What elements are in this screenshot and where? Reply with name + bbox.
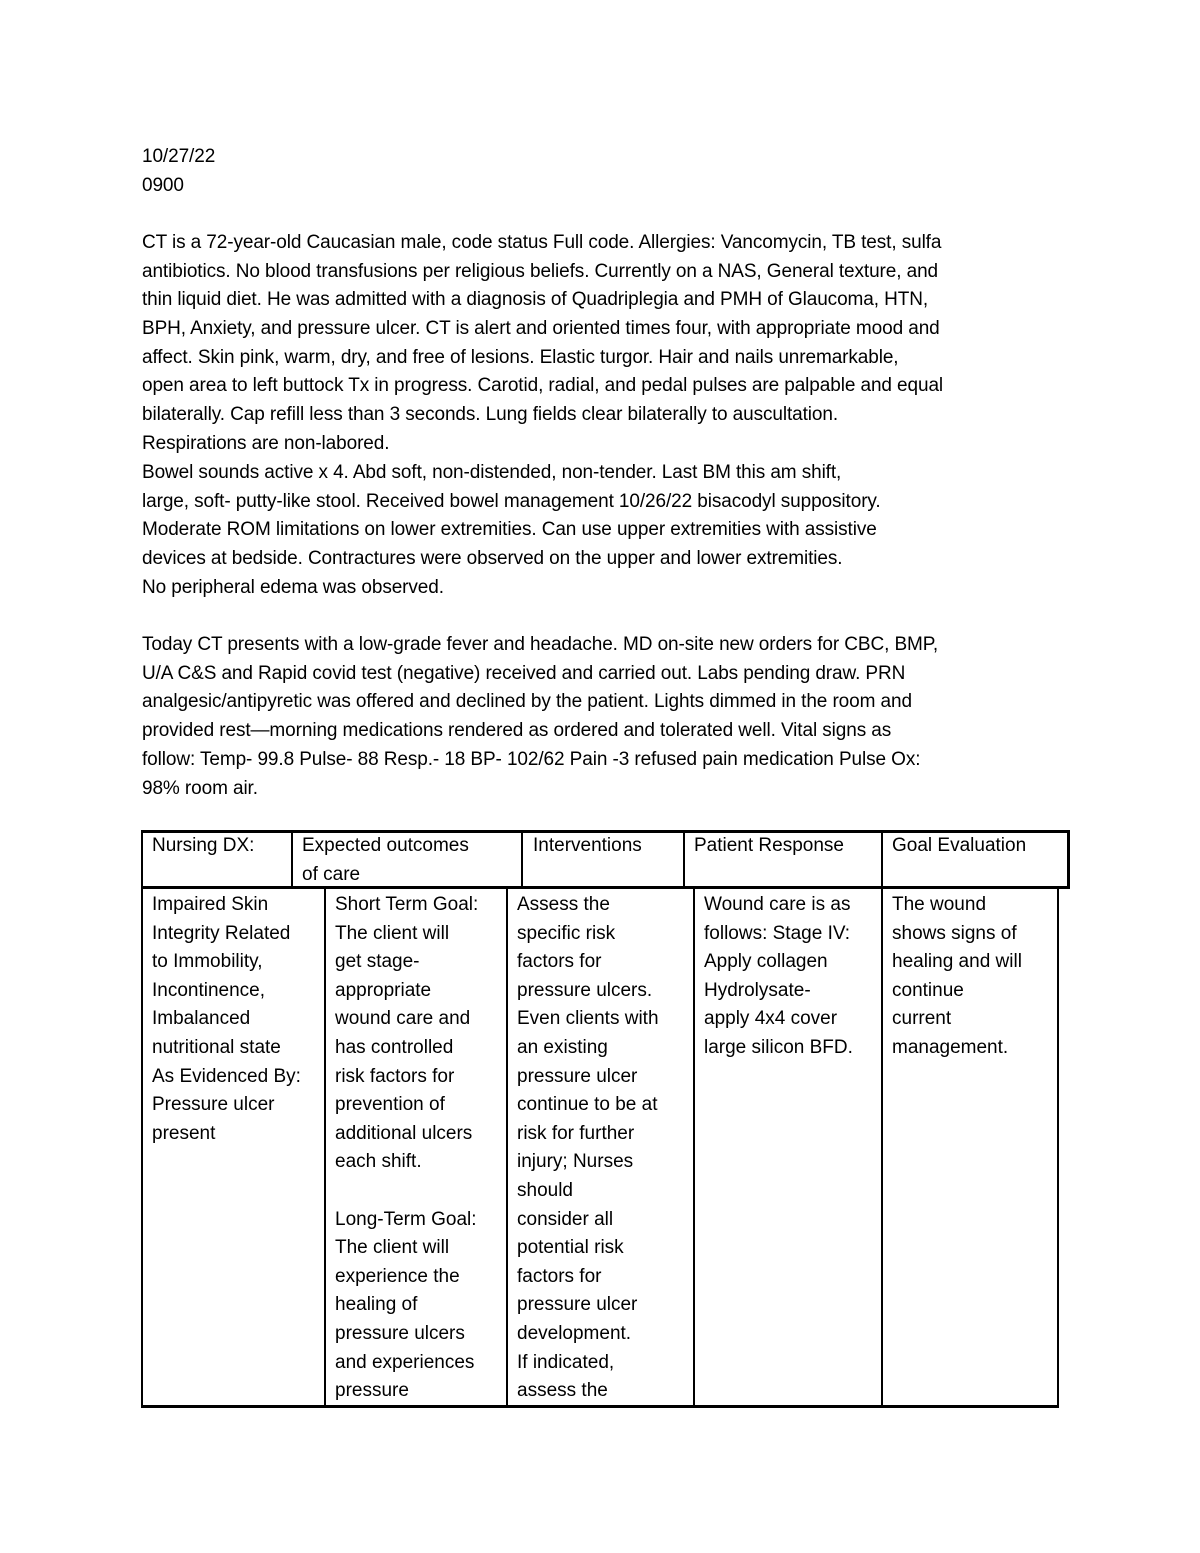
header-goal-evaluation: Goal Evaluation	[881, 830, 1067, 888]
assessment-line: antibiotics. No blood transfusions per religious beliefs. Currently on a NAS, General texture, and	[142, 261, 939, 282]
header-nursing-dx: Nursing DX:	[141, 830, 291, 888]
table-body-right-rule	[1057, 888, 1059, 1408]
header-patient-response: Patient Response	[683, 830, 881, 888]
care-plan-table	[141, 830, 1070, 1408]
assessment-line: Respirations are non-labored.	[142, 433, 390, 454]
cell-patient-response: Wound care is as follows: Stage IV: Apply collagen Hydrolysate- apply 4x4 cover large silicon BFD.	[693, 888, 881, 1408]
today-line: Today CT presents with a low-grade fever and headache. MD on-site new orders for CBC, BMP,	[142, 634, 939, 655]
assessment-line: No peripheral edema was observed.	[142, 577, 444, 598]
cell-nursing-dx: Impaired Skin Integrity Related to Immobility, Incontinence, Imbalanced nutritional state As Evidenced By: Pressure ulcer present	[141, 888, 324, 1408]
today-line: U/A C&S and Rapid covid test (negative) received and carried out. Labs pending draw. PRN	[142, 663, 906, 684]
today-line: provided rest—morning medications rendered as ordered and tolerated well. Vital signs as	[142, 720, 892, 741]
assessment-line: Moderate ROM limitations on lower extremities. Can use upper extremities with assistive	[142, 519, 877, 540]
assessment-line: thin liquid diet. He was admitted with a diagnosis of Quadriplegia and PMH of Glaucoma, HTN,	[142, 289, 929, 310]
cell-goal-evaluation: The wound shows signs of healing and will continue current management.	[881, 888, 1057, 1408]
assessment-line: open area to left buttock Tx in progress. Carotid, radial, and pedal pulses are palpable and equal	[142, 375, 944, 396]
assessment-line: bilaterally. Cap refill less than 3 seconds. Lung fields clear bilaterally to auscultation.	[142, 404, 839, 425]
today-line: analgesic/antipyretic was offered and declined by the patient. Lights dimmed in the room and	[142, 691, 912, 712]
assessment-line: Bowel sounds active x 4. Abd soft, non-distended, non-tender. Last BM this am shift,	[142, 462, 842, 483]
note-date: 10/27/22	[142, 146, 216, 167]
assessment-line: devices at bedside. Contractures were observed on the upper and lower extremities.	[142, 548, 843, 569]
today-line: 98% room air.	[142, 778, 258, 799]
cell-interventions: Assess the specific risk factors for pressure ulcers. Even clients with an existing pressure ulcer continue to be at risk for further injury; Nurses should consider all potential risk factors for pressure ulcer development. If indicated, assess the	[506, 888, 693, 1408]
cell-expected-outcomes: Short Term Goal: The client will get stage- appropriate wound care and has controlled risk factors for prevention of additional ulcers each shift. Long-Term Goal: The client will experience the healing of pressure ulcers and experiences pressure	[324, 888, 506, 1408]
assessment-line: BPH, Anxiety, and pressure ulcer. CT is alert and oriented times four, with appropriate mood and	[142, 318, 940, 339]
note-time: 0900	[142, 175, 184, 196]
table-bottom-rule	[141, 1405, 1059, 1408]
assessment-line: CT is a 72-year-old Caucasian male, code status Full code. Allergies: Vancomycin, TB test, sulfa	[142, 232, 942, 253]
assessment-line: large, soft- putty-like stool. Received bowel management 10/26/22 bisacodyl suppository.	[142, 491, 881, 512]
today-line: follow: Temp- 99.8 Pulse- 88 Resp.- 18 BP- 102/62 Pain -3 refused pain medication Pulse Ox:	[142, 749, 921, 770]
assessment-line: affect. Skin pink, warm, dry, and free of lesions. Elastic turgor. Hair and nails unremarkable,	[142, 347, 899, 368]
header-interventions: Interventions	[521, 830, 683, 888]
header-expected-outcomes: Expected outcomes of care	[291, 830, 521, 888]
table-header-right-rule	[1067, 830, 1070, 888]
